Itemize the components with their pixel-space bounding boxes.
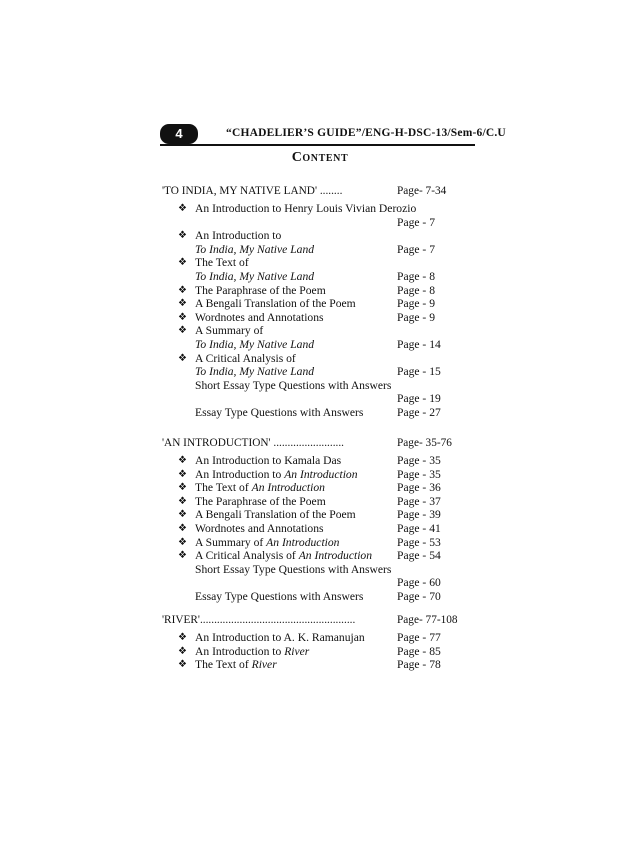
toc-entry-label: Short Essay Type Questions with Answers (195, 562, 392, 576)
bullet-icon: ❖ (178, 495, 187, 507)
toc-entry-label: The Paraphrase of the Poem (195, 283, 326, 297)
toc-entry-page: Page - 8 (397, 270, 435, 283)
toc-entry-text (195, 243, 314, 257)
bullet-icon: ❖ (178, 645, 187, 657)
bullet-icon: ❖ (178, 298, 187, 310)
bullet-icon: ❖ (178, 257, 187, 269)
toc-entry-page: Page - 37 (397, 494, 441, 508)
toc-entry-text (195, 631, 365, 645)
toc-row (162, 256, 472, 270)
toc-entry-page: Page - 77 (397, 631, 441, 644)
toc-entry-text (195, 563, 391, 577)
bullet-icon: ❖ (178, 325, 187, 337)
toc-entry-text (195, 406, 363, 420)
bullet-icon: ❖ (178, 536, 187, 548)
toc-entry-text (195, 284, 326, 298)
toc-entry-label: The Paraphrase of the Poem (195, 494, 326, 508)
toc-row (162, 365, 472, 379)
toc-entry-text (195, 338, 314, 352)
bullet-icon: ❖ (178, 550, 187, 562)
toc-entry-text (195, 536, 339, 550)
section-pages: Page- 7-34 (397, 185, 447, 197)
toc-entry-page: Page - 60 (397, 576, 441, 590)
toc-row (162, 406, 472, 420)
bullet-icon: ❖ (178, 230, 187, 242)
toc-entry-text (195, 590, 363, 604)
toc-entry-page: Page - 78 (397, 658, 441, 672)
section-title: 'TO INDIA, MY NATIVE LAND' ........ (162, 185, 343, 197)
toc-entry-label: To India, My Native Land (195, 338, 315, 351)
toc-entry-text (195, 202, 416, 216)
toc-entry-label: To India, My Native Land (195, 242, 315, 256)
toc-entry-label: A Critical Analysis of (195, 351, 296, 365)
toc-entry-page: Page - 27 (397, 406, 441, 419)
toc-entry-page: Page - 7 (397, 242, 435, 256)
toc-row (162, 508, 472, 522)
bullet-icon: ❖ (178, 482, 187, 494)
toc-entry-page: Page - 85 (397, 644, 441, 658)
toc-entry-italic: River (284, 644, 310, 658)
toc-entry-page: Page - 8 (397, 283, 435, 297)
toc-entry-page: Page - 54 (397, 549, 441, 563)
toc-row (162, 454, 472, 468)
toc-entry-italic: An Introduction (251, 481, 325, 495)
toc-entry-page: Page - 35 (397, 454, 441, 467)
toc-row (162, 481, 472, 495)
toc-entry-text (195, 454, 341, 468)
toc-row (162, 392, 472, 406)
toc-row (162, 658, 472, 672)
toc-row (162, 495, 472, 509)
toc-entry-text (195, 324, 263, 338)
toc-row (162, 284, 472, 298)
toc-entry-label: Wordnotes and Annotations (195, 310, 324, 324)
toc-row (162, 216, 472, 230)
toc-entry-page: Page - 9 (397, 310, 435, 324)
toc-entry-label: An Introduction to Kamala Das (195, 454, 342, 467)
bullet-icon: ❖ (178, 632, 187, 643)
toc-entry-label: An Introduction to A. K. Ramanujan (195, 631, 365, 644)
running-title: “CHADELIER’S GUIDE”/ENG-H-DSC-13/Sem-6/C.U (226, 127, 506, 139)
toc-entry-label: An Introduction to (195, 229, 282, 243)
toc-entry-label: A Summary of (195, 535, 267, 549)
page-number-badge: 4 (160, 124, 198, 144)
toc-entry-text (195, 658, 277, 672)
toc-entry-text (195, 508, 356, 522)
toc-row (162, 522, 472, 536)
toc-entry-label: A Summary of (195, 324, 264, 338)
toc-row (162, 243, 472, 257)
toc-entry-italic: River (251, 658, 277, 672)
toc-entry-label: To India, My Native Land (195, 270, 315, 283)
bullet-icon: ❖ (178, 455, 187, 466)
toc-entry-label: Essay Type Questions with Answers (195, 406, 364, 419)
toc-entry-page: Page - 53 (397, 535, 441, 549)
toc-row (162, 536, 472, 550)
toc-row (162, 576, 472, 590)
toc-entry-label: An Introduction to (195, 467, 285, 481)
toc-entry-label: A Bengali Translation of the Poem (195, 508, 356, 522)
toc-entry-page: Page - 15 (397, 365, 441, 379)
toc-row (162, 563, 472, 577)
toc-entry-page: Page - 35 (397, 467, 441, 481)
section-heading (162, 613, 472, 627)
toc-entry-page: Page - 36 (397, 481, 441, 495)
toc-row (162, 324, 472, 338)
toc-row (162, 338, 472, 352)
toc-row (162, 645, 472, 659)
toc-entry-label: To India, My Native Land (195, 365, 315, 379)
toc-entry-label: A Bengali Translation of the Poem (195, 297, 356, 311)
toc-entry-text (195, 297, 356, 311)
section-heading (162, 184, 472, 198)
section-title: 'AN INTRODUCTION' ......................... (162, 437, 344, 449)
toc-entry-text (195, 229, 281, 243)
toc-entry-text (195, 270, 314, 284)
bullet-icon: ❖ (178, 468, 187, 480)
toc-row (162, 202, 472, 216)
toc-entry-label: Essay Type Questions with Answers (195, 590, 364, 603)
toc-entry-page: Page - 14 (397, 338, 441, 351)
section-heading (162, 436, 472, 450)
bullet-icon: ❖ (178, 284, 187, 296)
page-title: Content (291, 150, 349, 165)
bullet-icon: ❖ (178, 659, 187, 671)
toc-entry-page: Page - 9 (397, 297, 435, 311)
toc-entry-text (195, 256, 249, 270)
toc-entry-text (195, 468, 358, 482)
toc-entry-text (195, 549, 372, 563)
toc-row (162, 379, 472, 393)
toc-entry-text (195, 352, 296, 366)
toc-entry-page: Page - 19 (397, 392, 441, 406)
toc-entry-label: Short Essay Type Questions with Answers (195, 378, 392, 392)
toc-entry-page: Page - 41 (397, 522, 441, 535)
toc-entry-label: The Text of (195, 256, 249, 270)
toc-entry-text (195, 481, 325, 495)
toc-row (162, 311, 472, 325)
toc-row (162, 352, 472, 366)
toc-row (162, 549, 472, 563)
section-pages: Page- 77-108 (397, 614, 458, 626)
bullet-icon: ❖ (178, 352, 187, 364)
toc-entry-text (195, 495, 326, 509)
toc-row (162, 229, 472, 243)
toc-entry-italic: An Introduction (266, 535, 340, 549)
toc-entry-label: The Text of (195, 481, 252, 495)
toc-row (162, 631, 472, 645)
toc-entry-text (195, 645, 309, 659)
toc-entry-label: An Introduction to Henry Louis Vivian Derozio (195, 202, 417, 215)
section-title: 'RIVER'....................................................... (162, 614, 356, 626)
toc-entry-text (195, 522, 324, 536)
toc-entry-label: A Critical Analysis of (195, 549, 299, 563)
toc-entry-italic: An Introduction (284, 467, 358, 481)
toc-entry-text (195, 379, 391, 393)
toc-entry-label: An Introduction to (195, 644, 285, 658)
toc-entry-text (195, 311, 324, 325)
toc-entry-page: Page - 70 (397, 590, 441, 603)
bullet-icon: ❖ (178, 509, 187, 521)
bullet-icon: ❖ (178, 203, 187, 214)
toc-row (162, 468, 472, 482)
toc-entry-page: Page - 39 (397, 508, 441, 522)
toc-entry-label: Wordnotes and Annotations (195, 522, 324, 535)
toc-entry-text (195, 365, 314, 379)
section-pages: Page- 35-76 (397, 437, 452, 449)
toc-row (162, 270, 472, 284)
toc-entry-page: Page - 7 (397, 215, 435, 229)
toc-entry-italic: An Introduction (298, 549, 373, 563)
bullet-icon: ❖ (178, 523, 187, 534)
bullet-icon: ❖ (178, 311, 187, 323)
toc-entry-label: The Text of (195, 658, 252, 672)
toc-row (162, 297, 472, 311)
toc-row (162, 590, 472, 604)
